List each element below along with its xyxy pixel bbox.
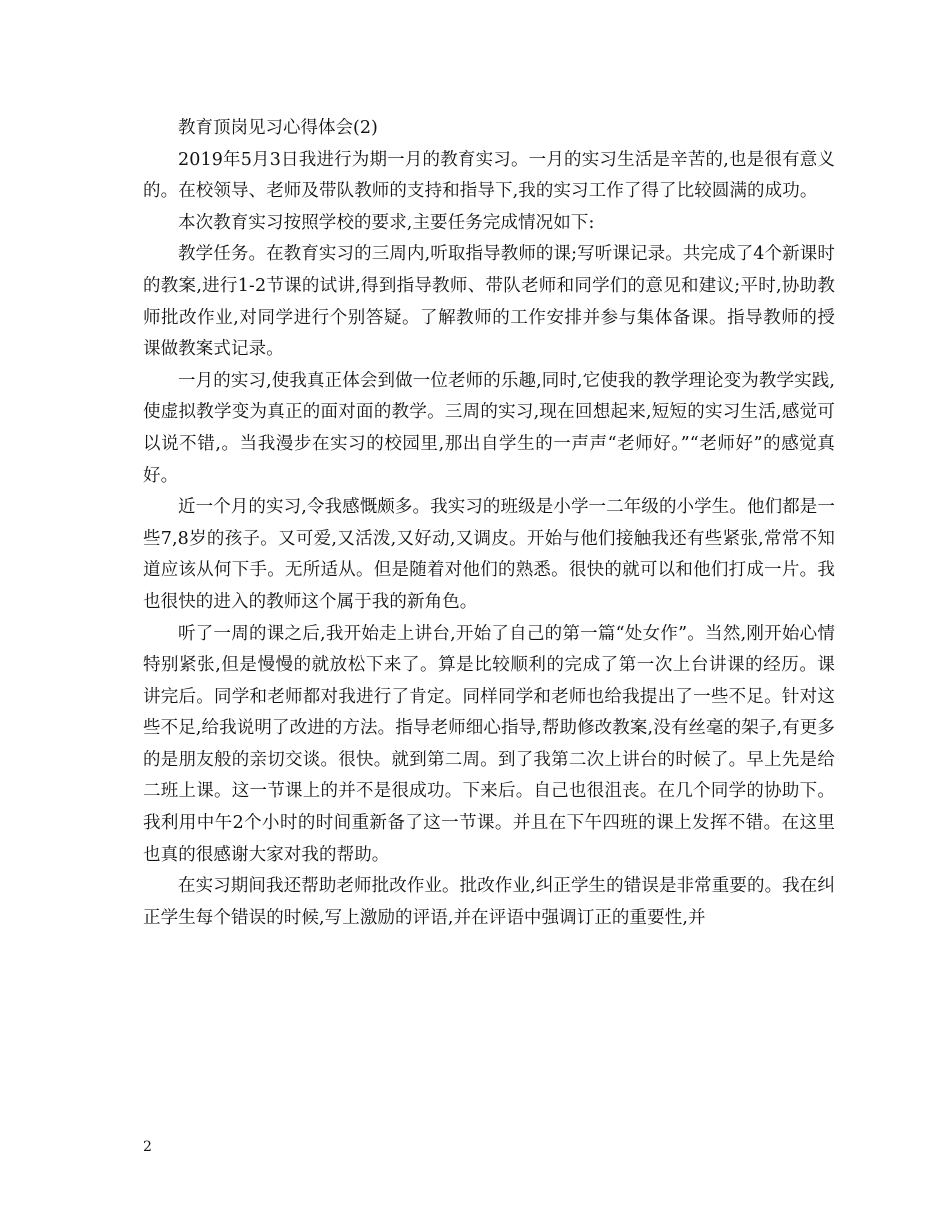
paragraph-7: 在实习期间我还帮助老师批改作业。批改作业,纠正学生的错误是非常重要的。我在纠正学生每个错误的时候,写上激励的评语,并在评语中强调订正的重要性,并 xyxy=(143,876,835,928)
paragraph-6: 听了一周的课之后,我开始走上讲台,开始了自己的第一篇“处女作”。当然,刚开始心情特别紧张,但是慢慢的就放松下来了。算是比较顺利的完成了第一次上台讲课的经历。课讲完后。同学和老师都对我进行了肯定。同样同学和老师也给我提出了一些不足。针对这些不足,给我说明了改进的方法。指导老师细心指导,帮助修改教案,没有丝毫的架子,有更多的是朋友般的亲切交谈。很快。就到第二周。到了我第二次上讲台的时候了。早上先是给二班上课。这一节课上的并不是很成功。下来后。自己也很沮丧。在几个同学的协助下。我利用中午2个小时的时间重新备了这一节课。并且在下午四班的课上发挥不错。在这里也真的很感谢大家对我的帮助。 xyxy=(143,623,835,865)
document-body xyxy=(143,113,835,934)
document-title: 教育顶岗见习心得体会(2) xyxy=(178,118,378,138)
paragraph-1: 2019年5月3日我进行为期一月的教育实习。一月的实习生活是辛苦的,也是很有意义的。在校领导、老师及带队教师的支持和指导下,我的实习工作了得了比较圆满的成功。 xyxy=(143,149,835,202)
paragraph-2: 本次教育实习按照学校的要求,主要任务完成情况如下: xyxy=(178,212,595,233)
paragraph-3: 教学任务。在教育实习的三周内,听取指导教师的课;写听课记录。共完成了4个新课时的教案,进行1-2节课的试讲,得到指导教师、带队老师和同学们的意见和建议;平时,协助教师批改作业,对同学进行个别答疑。了解教师的工作安排并参与集体备课。指导教师的授课做教案式记录。 xyxy=(143,244,835,360)
paragraph-4: 一月的实习,使我真正体会到做一位老师的乐趣,同时,它使我的教学理论变为教学实践,使虚拟教学变为真正的面对面的教学。三周的实习,现在回想起来,短短的实习生活,感觉可以说不错,。当我漫步在实习的校园里,那出自学生的一声声“老师好。”“老师好”的感觉真好。 xyxy=(143,370,835,486)
page-number: 2 xyxy=(143,1139,152,1155)
paragraph-5: 近一个月的实习,令我感慨颇多。我实习的班级是小学一二年级的小学生。他们都是一些7,8岁的孩子。又可爱,又活泼,又好动,又调皮。开始与他们接触我还有些紧张,常常不知道应该从何下手。无所适从。但是随着对他们的熟悉。很快的就可以和他们打成一片。我也很快的进入的教师这个属于我的新角色。 xyxy=(143,497,835,612)
